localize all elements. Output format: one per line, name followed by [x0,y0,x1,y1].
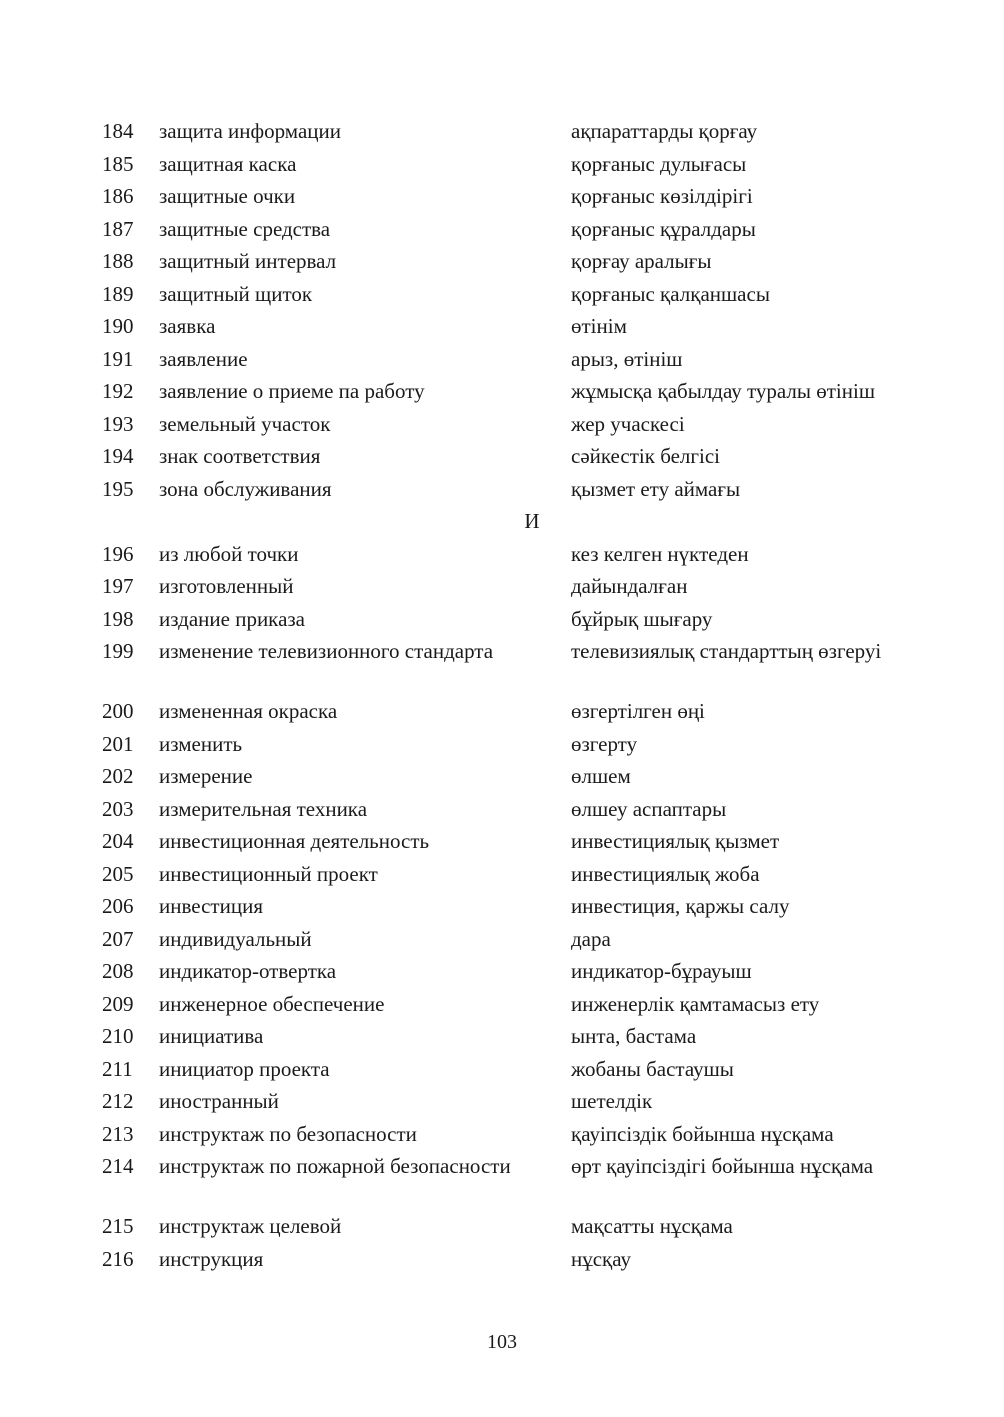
entry-russian-term: индивидуальный [159,926,312,951]
entry-russian-term: изготовленный [159,574,294,598]
entry-number: 210 [102,1024,134,1048]
entry-russian-term: измерение [159,764,253,788]
entry-number: 213 [102,1121,134,1146]
entry-kazakh-term: қорғаныс қалқаншасы [571,281,770,306]
entry-number: 214 [102,1154,134,1178]
entry-number: 199 [102,639,134,663]
entry-number: 185 [102,151,134,176]
glossary-entry [0,762,1004,795]
page-number: 103 [487,1331,517,1353]
entry-russian-term: из любой точки [159,541,299,566]
entry-number: 216 [102,1246,134,1271]
glossary-entry [0,345,1004,378]
entry-kazakh-term: өлшеу аспаптары [571,796,727,821]
glossary-entry [0,990,1004,1023]
entry-kazakh-term: өлшем [571,764,631,788]
entry-kazakh-term: инженерлік қамтамасыз ету [571,991,820,1016]
entry-number: 194 [102,444,134,468]
entry-russian-term: иностранный [159,1089,279,1113]
entry-number: 187 [102,216,134,241]
entry-kazakh-term: кез келген нүктеден [571,541,749,566]
glossary-entry [0,730,1004,763]
entry-number: 191 [102,346,134,371]
glossary-entry [0,697,1004,730]
entry-number: 197 [102,574,134,598]
entry-number: 200 [102,699,134,723]
glossary-entry [0,182,1004,215]
entry-russian-term: изменить [159,731,243,756]
entry-kazakh-term: индикатор-бұрауыш [571,959,752,983]
entry-kazakh-term: дайындалған [571,574,688,598]
entry-number: 189 [102,281,134,306]
entry-kazakh-term: өтінім [571,314,627,338]
entry-number: 184 [102,119,134,143]
glossary-entry [0,827,1004,860]
glossary-entry [0,605,1004,638]
entry-russian-term: измененная окраска [159,699,338,723]
entry-number: 196 [102,541,134,566]
entry-russian-term: инструкция [159,1246,264,1271]
entry-kazakh-term: инвестициялық қызмет [571,829,780,853]
entry-russian-term: защитные очки [159,184,296,208]
entry-kazakh-term: өзгерту [571,731,638,756]
entry-kazakh-term: арыз, өтініш [571,346,683,371]
entry-kazakh-term: сәйкестік белгісі [571,444,720,468]
entry-russian-term: инициатор проекта [159,1056,330,1081]
entry-kazakh-term: қорғаныс көзілдірігі [571,184,753,208]
entry-number: 188 [102,249,134,273]
entry-russian-term: защитная каска [159,151,297,176]
entry-number: 198 [102,606,134,631]
entry-russian-term: измерительная техника [159,796,368,821]
glossary-entry [0,795,1004,828]
glossary-entry [0,247,1004,280]
glossary-entry [0,1152,1004,1212]
entry-kazakh-term: қызмет ету аймағы [571,476,741,501]
entry-russian-term: зона обслуживания [159,476,332,501]
entry-russian-term: защитный щиток [159,281,313,306]
entries-group-z [0,117,1004,507]
entry-kazakh-term: ынта, бастама [571,1024,697,1048]
glossary-entry [0,860,1004,893]
glossary-entry [0,572,1004,605]
entry-kazakh-term: жер учаскесі [571,411,685,436]
entry-russian-term: инвестиционный проект [159,861,378,886]
entry-number: 201 [102,731,134,756]
entry-kazakh-term: қорғаныс құралдары [571,216,756,241]
entry-number: 186 [102,184,134,208]
entry-number: 202 [102,764,134,788]
entry-kazakh-term: өзгертілген өңі [571,699,705,723]
entry-kazakh-term: қорғаныс дулығасы [571,151,747,176]
entry-number: 207 [102,926,134,951]
entry-russian-term: индикатор-отвертка [159,959,337,983]
glossary-table [0,117,1004,1277]
entry-russian-term: инструктаж по пожарной безопасности [159,1154,511,1178]
glossary-entry [0,475,1004,508]
entry-russian-term: защитные средства [159,216,331,241]
entry-number: 206 [102,894,134,918]
entry-russian-term: инвестиция [159,894,263,918]
glossary-entry [0,925,1004,958]
section-letter: И [524,509,540,533]
glossary-entry [0,215,1004,248]
entry-number: 190 [102,314,134,338]
glossary-entry [0,312,1004,345]
entry-kazakh-term: нұсқау [571,1246,632,1271]
glossary-entry [0,442,1004,475]
entry-russian-term: изменение телевизионного стандарта [159,639,494,663]
glossary-entry [0,377,1004,410]
glossary-entry [0,957,1004,990]
entry-number: 204 [102,829,134,853]
entry-number: 205 [102,861,134,886]
entry-russian-term: инициатива [159,1024,264,1048]
entry-number: 193 [102,411,134,436]
glossary-entry [0,280,1004,313]
entry-number: 209 [102,991,134,1016]
entry-kazakh-term: мақсатты нұсқама [571,1214,733,1238]
entry-number: 192 [102,379,134,403]
entry-russian-term: инженерное обеспечение [159,991,385,1016]
entry-russian-term: инструктаж целевой [159,1214,342,1238]
entry-kazakh-term: қауіпсіздік бойынша нұсқама [571,1121,834,1146]
entry-russian-term: знак соответствия [159,444,321,468]
glossary-entry [0,1055,1004,1088]
glossary-entry [0,637,1004,697]
entry-number: 208 [102,959,134,983]
entry-number: 215 [102,1214,134,1238]
entry-kazakh-term: жұмысқа қабылдау туралы өтініш [571,379,875,403]
entry-kazakh-term: өрт қауіпсіздігі бойынша нұсқама [571,1154,874,1178]
glossary-entry [0,150,1004,183]
entry-kazakh-term: бұйрық шығару [571,606,713,631]
entry-russian-term: издание приказа [159,606,306,631]
entry-number: 212 [102,1089,134,1113]
glossary-entry [0,1087,1004,1120]
entry-kazakh-term: шетелдік [571,1089,653,1113]
glossary-entry [0,410,1004,443]
glossary-entry [0,540,1004,573]
glossary-entry [0,1120,1004,1153]
entry-russian-term: защитный интервал [159,249,337,273]
entry-russian-term: инвестиционная деятельность [159,829,430,853]
entry-russian-term: земельный участок [159,411,331,436]
entry-kazakh-term: ақпараттарды қорғау [571,119,758,143]
entry-kazakh-term: инвестициялық жоба [571,861,760,886]
entry-russian-term: инструктаж по безопасности [159,1121,417,1146]
entry-kazakh-term: дара [571,926,611,951]
glossary-entry [0,1245,1004,1278]
glossary-entry [0,117,1004,150]
entry-russian-term: заявление [159,346,248,371]
glossary-entry [0,1022,1004,1055]
entry-kazakh-term: жобаны бастаушы [571,1056,734,1081]
entry-kazakh-term: қорғау аралығы [571,249,712,273]
entry-number: 195 [102,476,134,501]
entry-number: 211 [102,1056,133,1081]
glossary-entry [0,1212,1004,1245]
entry-kazakh-term: инвестиция, қаржы салу [571,894,790,918]
glossary-entry [0,892,1004,925]
entry-russian-term: заявка [159,314,216,338]
entry-russian-term: защита информации [159,119,341,143]
entry-number: 203 [102,796,134,821]
entry-kazakh-term: телевизиялық стандарттың өзгеруі [571,639,882,663]
entry-russian-term: заявление о приеме па работу [159,379,425,403]
entries-group-i [0,540,1004,1278]
